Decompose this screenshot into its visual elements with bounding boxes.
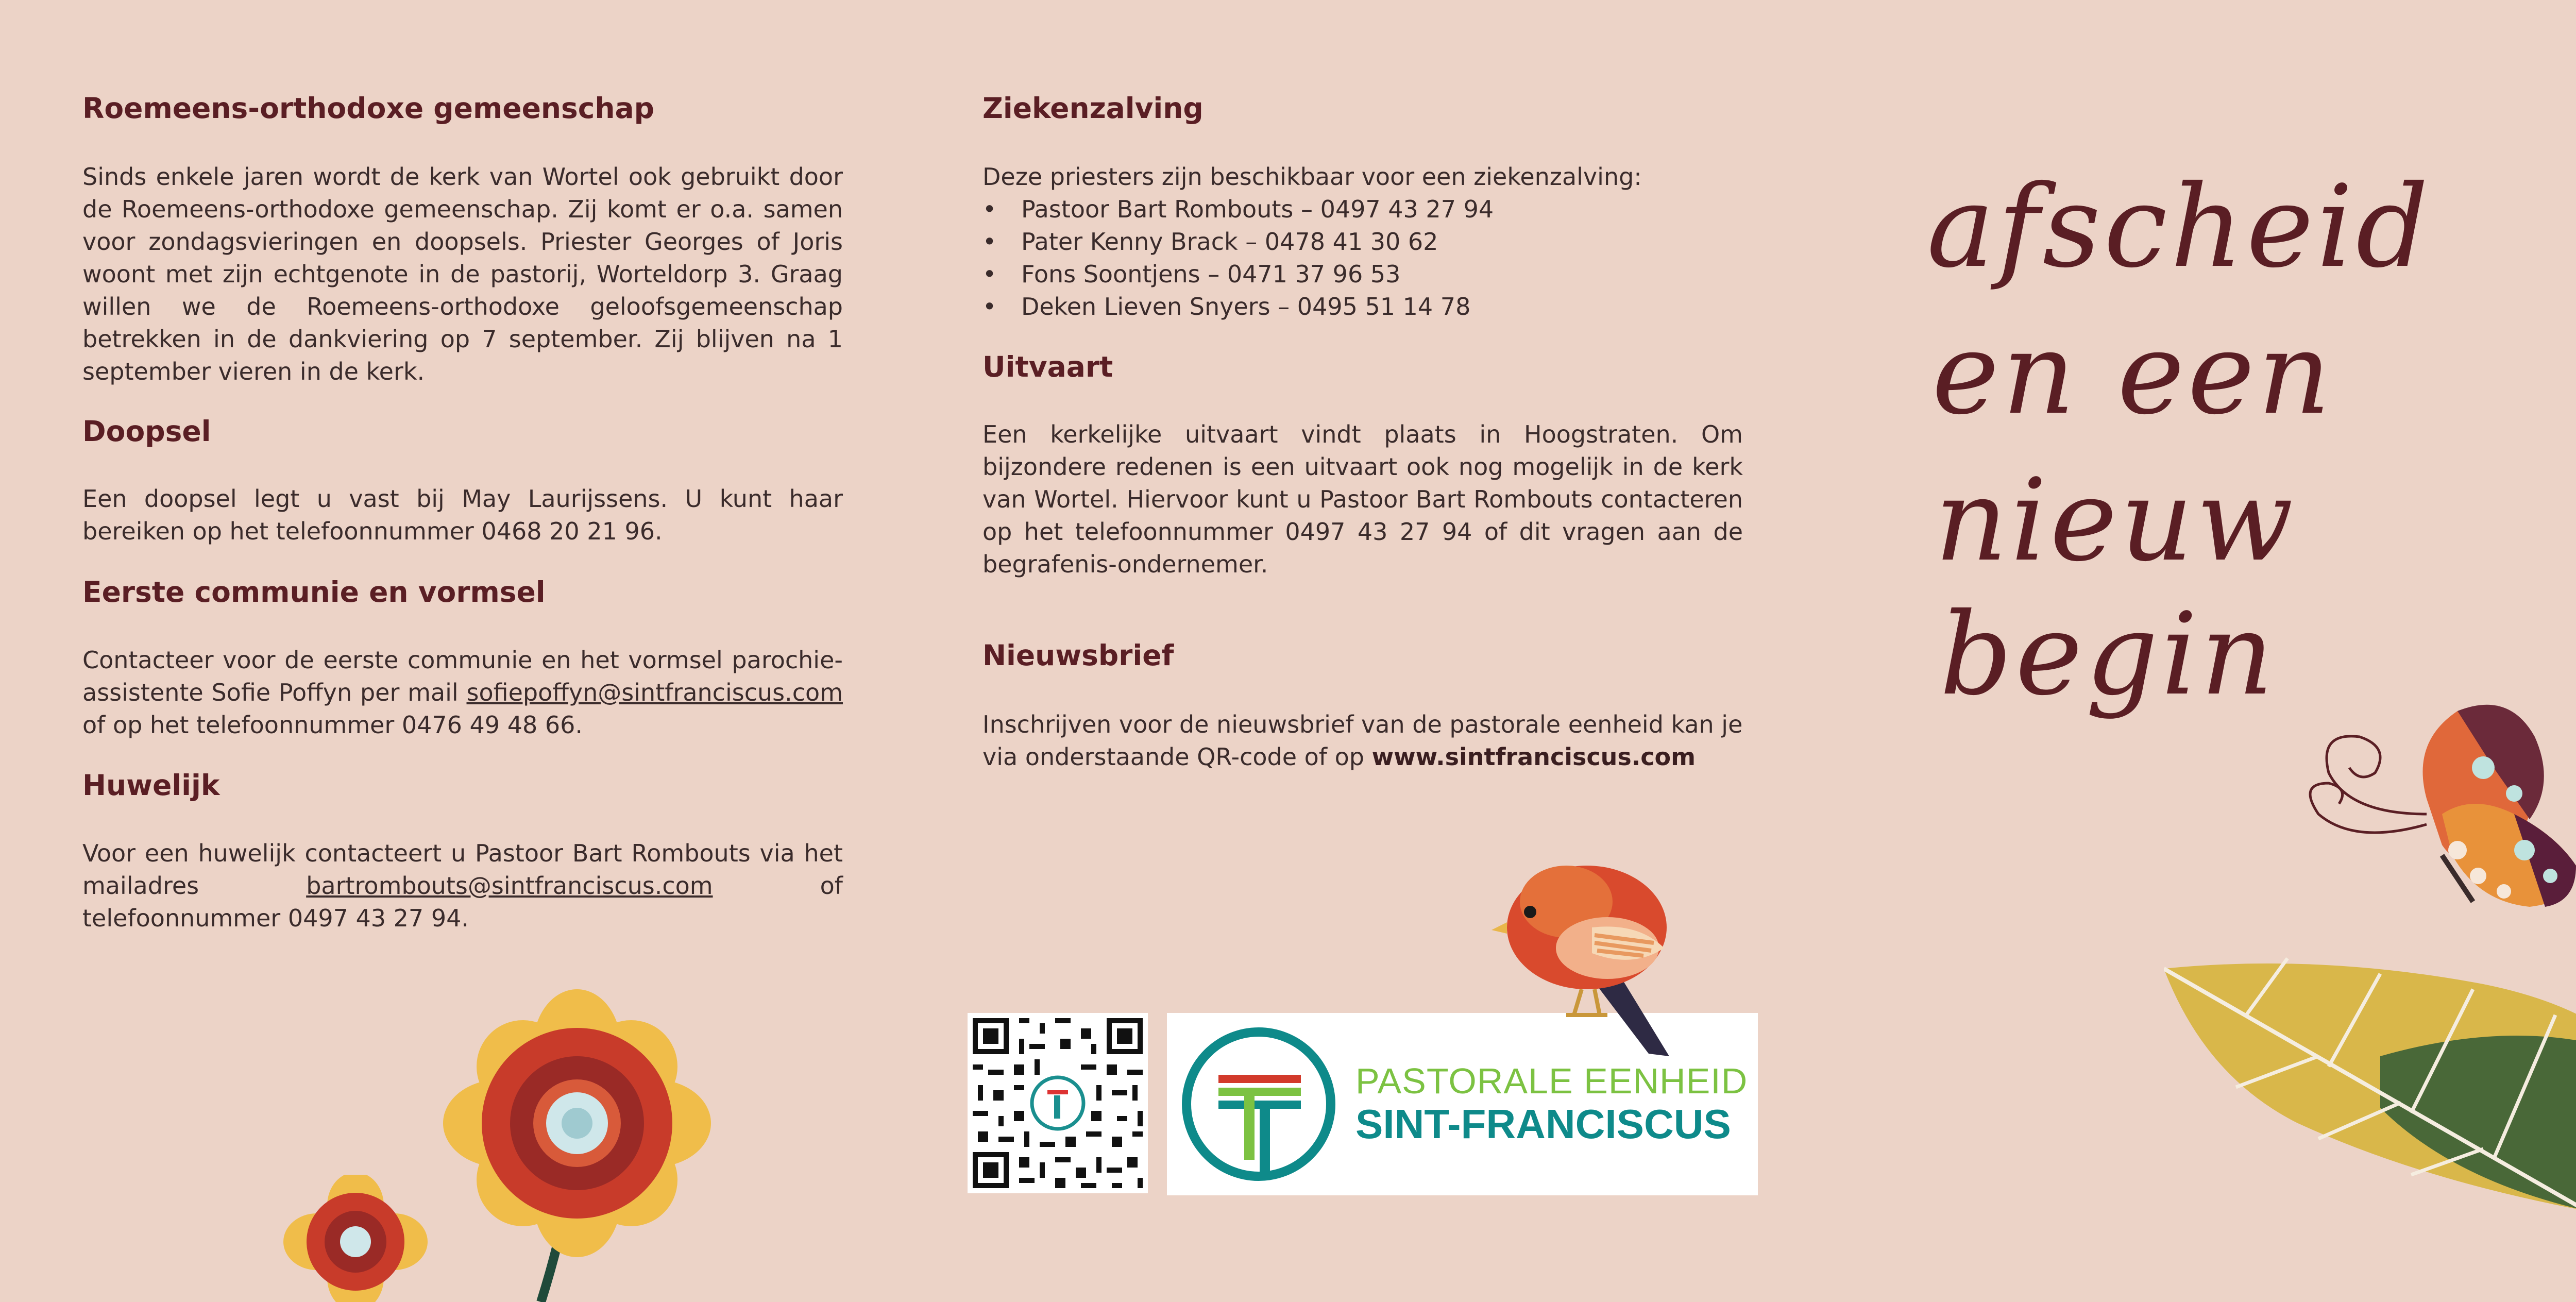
butterfly-illustration: [2287, 680, 2576, 958]
text-doopsel: Een doopsel legt u vast bij May Laurijssens. U kunt haar bereiken op het telefoonnummer 0468 20 21 96.: [82, 485, 843, 545]
text-roemeens: Sinds enkele jaren wordt de kerk van Wortel ook gebruikt door de Roemeens-orthodoxe gemeenschap. Zij komt er o.a. samen voor zondagsvieringen en doopsels. Priester Georges of Joris woont met zijn echtgenote in de pastorij, Worteldorp 3. Graag willen we de Roemeens-orthodoxe geloofsgemeenschap betrekken in de dankviering op 7 september. Zij blijven na 1 september vieren in de kerk.: [82, 163, 843, 385]
list-item: • Pastoor Bart Rombouts – 0497 43 27 94: [982, 193, 1743, 226]
cover-line-2: en een: [1932, 308, 2334, 439]
cover-line-3: nieuw: [1935, 454, 2297, 586]
huwelijk-text-after: of telefoonnummer 0497 43 27 94.: [82, 872, 843, 932]
heading-roemeens: Roemeens-orthodoxe gemeenschap: [82, 92, 655, 125]
email-link-sofie[interactable]: sofiepoffyn@sintfranciscus.com: [466, 679, 843, 706]
list-item: • Pater Kenny Brack – 0478 41 30 62: [982, 226, 1743, 258]
email-link-bart[interactable]: bartrombouts@sintfranciscus.com: [306, 872, 713, 900]
flower-illustration-small: [273, 1175, 438, 1302]
heading-huwelijk: Huwelijk: [82, 769, 220, 802]
logo-text-sint-franciscus: SINT-FRANCISCUS: [1355, 1101, 1731, 1147]
text-nieuwsbrief: [982, 708, 1743, 773]
nieuwsbrief-text: Inschrijven voor de nieuwsbrief van de pastorale eenheid kan je via onderstaande QR-code of op: [982, 711, 1743, 771]
heading-uitvaart: Uitvaart: [982, 350, 1113, 383]
communie-text-after: of op het telefoonnummer 0476 49 48 66.: [82, 711, 583, 739]
text-ziekenzalving-intro: Deze priesters zijn beschikbaar voor een ziekenzalving:: [982, 163, 1642, 191]
flower-illustration-large: [412, 989, 742, 1302]
list-item: • Fons Soontjens – 0471 37 96 53: [982, 258, 1743, 291]
heading-doopsel: Doopsel: [82, 415, 211, 448]
list-item: • Deken Lieven Snyers – 0495 51 14 78: [982, 291, 1743, 323]
bird-illustration: [1484, 845, 1752, 1061]
communie-text-before: Contacteer voor de eerste communie en het vormsel parochie-assistente Sofie Poffyn per mail: [82, 646, 843, 706]
qr-code-icon: [968, 1013, 1148, 1193]
cover-line-4: begin: [1940, 588, 2277, 720]
leaf-illustration: [2164, 953, 2576, 1221]
huwelijk-text-before: Voor een huwelijk contacteert u Pastoor Bart Rombouts via het mailadres: [82, 839, 843, 900]
heading-ziekenzalving: Ziekenzalving: [982, 92, 1204, 125]
text-huwelijk: [82, 837, 843, 935]
heading-communie: Eerste communie en vormsel: [82, 576, 546, 608]
qr-code: [968, 1013, 1148, 1193]
priest-list: [982, 193, 1743, 323]
text-uitvaart: Een kerkelijke uitvaart vindt plaats in Hoogstraten. Om bijzondere redenen is een uitvaart ook nog mogelijk in de kerk van Wortel. Hiervoor kunt u Pastoor Bart Rombouts contacteren op het telefoonnummer 0497 43 27 94 of dit vragen aan de begrafenis-ondernemer.: [982, 420, 1743, 578]
heading-nieuwsbrief: Nieuwsbrief: [982, 639, 1174, 672]
website-link[interactable]: www.sintfranciscus.com: [1371, 743, 1696, 771]
cover-line-1: afscheid: [1927, 161, 2432, 293]
logo-mark-icon: [1167, 1013, 1349, 1195]
text-communie: [82, 644, 843, 741]
logo-text-pastorale: PASTORALE EENHEID: [1355, 1061, 1748, 1101]
